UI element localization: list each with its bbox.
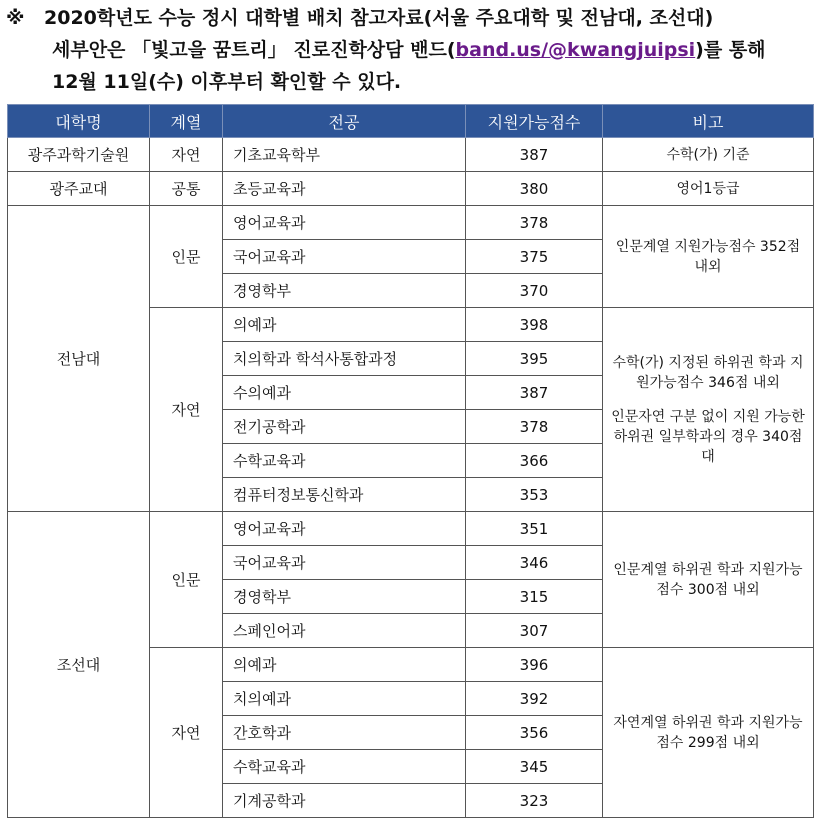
track-cell: 인문 <box>150 206 223 308</box>
major-cell: 치의예과 <box>223 682 466 716</box>
table-row <box>8 512 814 546</box>
notice-text-after-link: )를 통해 <box>695 39 766 61</box>
remark-spacer <box>609 393 807 407</box>
remark-paragraph: 인문자연 구분 없이 지원 가능한 하위권 일부학과의 경우 340점대 <box>611 408 805 465</box>
major-cell: 스페인어과 <box>223 614 466 648</box>
score-cell: 356 <box>466 716 603 750</box>
remark-cell: 수학(가) 기준 <box>603 138 814 172</box>
track-cell: 자연 <box>150 648 223 818</box>
track-cell: 자연 <box>150 308 223 512</box>
score-cell: 392 <box>466 682 603 716</box>
major-cell: 치의학과 학석사통합과정 <box>223 342 466 376</box>
notice-text-before-link: 세부안은 「빛고을 꿈트리」 진로진학상담 밴드( <box>52 39 456 61</box>
major-cell: 간호학과 <box>223 716 466 750</box>
university-cell: 광주교대 <box>8 172 150 206</box>
notice-line-1 <box>6 2 816 34</box>
remark-cell: 인문계열 하위권 학과 지원가능점수 300점 내외 <box>603 512 814 648</box>
score-cell: 366 <box>466 444 603 478</box>
score-cell: 378 <box>466 206 603 240</box>
score-cell: 323 <box>466 784 603 818</box>
notice-text <box>6 2 816 98</box>
remark-cell <box>603 308 814 512</box>
score-cell: 375 <box>466 240 603 274</box>
major-cell: 기초교육학부 <box>223 138 466 172</box>
header-major: 전공 <box>223 105 466 138</box>
university-cell: 광주과학기술원 <box>8 138 150 172</box>
score-cell: 346 <box>466 546 603 580</box>
band-link[interactable]: band.us/@kwangjuipsi <box>455 39 696 61</box>
score-cell: 351 <box>466 512 603 546</box>
major-cell: 의예과 <box>223 308 466 342</box>
score-cell: 396 <box>466 648 603 682</box>
major-cell: 수의예과 <box>223 376 466 410</box>
remark-cell: 인문계열 지원가능점수 352점 내외 <box>603 206 814 308</box>
notice-line-2 <box>6 34 816 66</box>
track-cell: 인문 <box>150 512 223 648</box>
table-row <box>8 172 814 206</box>
header-track: 계열 <box>150 105 223 138</box>
score-cell: 370 <box>466 274 603 308</box>
remark-cell: 자연계열 하위권 학과 지원가능점수 299점 내외 <box>603 648 814 818</box>
university-cell: 전남대 <box>8 206 150 512</box>
major-cell: 국어교육과 <box>223 240 466 274</box>
score-cell: 398 <box>466 308 603 342</box>
major-cell: 컴퓨터정보통신학과 <box>223 478 466 512</box>
score-cell: 387 <box>466 138 603 172</box>
score-cell: 315 <box>466 580 603 614</box>
score-cell: 353 <box>466 478 603 512</box>
notice-title: 2020학년도 수능 정시 대학별 배치 참고자료(서울 주요대학 및 전남대, 조선대) <box>44 7 714 29</box>
major-cell: 경영학부 <box>223 274 466 308</box>
header-remark: 비고 <box>603 105 814 138</box>
major-cell: 수학교육과 <box>223 750 466 784</box>
score-cell: 345 <box>466 750 603 784</box>
track-cell: 공통 <box>150 172 223 206</box>
university-cell: 조선대 <box>8 512 150 818</box>
table-row <box>8 206 814 240</box>
remark-cell: 영어1등급 <box>603 172 814 206</box>
admission-table <box>7 104 814 818</box>
score-cell: 378 <box>466 410 603 444</box>
major-cell: 기계공학과 <box>223 784 466 818</box>
major-cell: 수학교육과 <box>223 444 466 478</box>
score-cell: 387 <box>466 376 603 410</box>
major-cell: 영어교육과 <box>223 512 466 546</box>
major-cell: 영어교육과 <box>223 206 466 240</box>
major-cell: 경영학부 <box>223 580 466 614</box>
major-cell: 전기공학과 <box>223 410 466 444</box>
table-row <box>8 138 814 172</box>
major-cell: 초등교육과 <box>223 172 466 206</box>
table-header-row <box>8 105 814 138</box>
remark-paragraph: 수학(가) 지정된 하위권 학과 지원가능점수 346점 내외 <box>612 354 804 391</box>
score-cell: 395 <box>466 342 603 376</box>
header-university: 대학명 <box>8 105 150 138</box>
reference-mark: ※ <box>6 7 25 29</box>
track-cell: 자연 <box>150 138 223 172</box>
header-score: 지원가능점수 <box>466 105 603 138</box>
score-cell: 307 <box>466 614 603 648</box>
notice-line-3: 12월 11일(수) 이후부터 확인할 수 있다. <box>52 71 402 93</box>
major-cell: 국어교육과 <box>223 546 466 580</box>
score-cell: 380 <box>466 172 603 206</box>
major-cell: 의예과 <box>223 648 466 682</box>
